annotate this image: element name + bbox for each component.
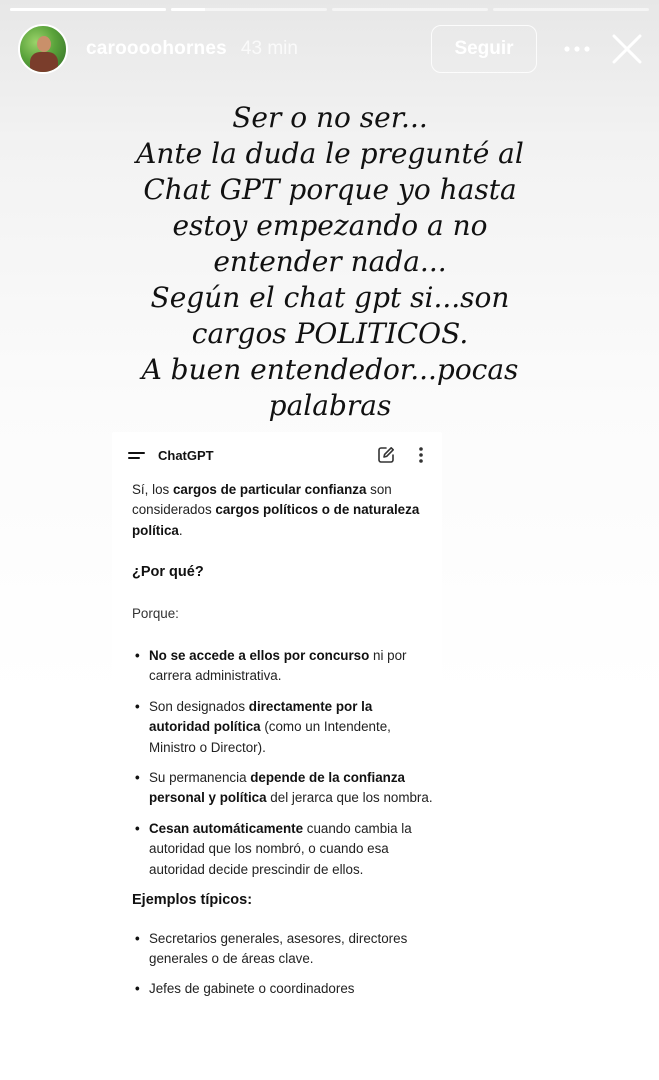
list-item: • No se accede a ellos por concurso ni por carrera administrativa.: [132, 646, 434, 687]
edit-icon: [376, 445, 396, 465]
menu-icon: [128, 448, 146, 462]
caption-line: estoy empezando a no: [172, 209, 488, 242]
kebab-menu-icon: [418, 446, 424, 464]
username[interactable]: caroooohornes: [86, 38, 227, 59]
list-item: • Jefes de gabinete o coordinadores: [132, 979, 434, 999]
intro-paragraph: Sí, los cargos de particular confianza son considerados cargos políticos o de naturaleza política.: [132, 482, 420, 538]
reasons-list: [132, 646, 434, 880]
list-item: • Cesan automáticamente cuando cambia la autoridad que los nombró, o cuando esa autoridad decide prescindir de ellos.: [132, 819, 434, 880]
list-item: • Su permanencia depende de la confianza personal y política del jerarca que los nombra.: [132, 768, 434, 809]
story-header: [18, 24, 645, 74]
more-horizontal-icon[interactable]: [563, 35, 591, 63]
post-time: 43 min: [240, 38, 298, 59]
follow-button[interactable]: Seguir: [431, 25, 537, 73]
chatgpt-screenshot: [112, 432, 442, 1032]
caption-line: Ser o no ser...: [232, 101, 428, 134]
caption-line: entender nada...: [213, 245, 447, 278]
caption-line: A buen entendedor...pocas: [141, 353, 519, 386]
progress-segment-3: [332, 8, 488, 11]
avatar[interactable]: [18, 24, 68, 74]
story-progress-bars: [10, 8, 649, 11]
caption-line: Chat GPT porque yo hasta: [143, 173, 517, 206]
progress-segment-4: [493, 8, 649, 11]
close-icon[interactable]: [609, 31, 645, 67]
chatgpt-topbar: [128, 440, 424, 470]
list-item: • Son designados directamente por la autoridad política (como un Intendente, Ministro o Director).: [132, 697, 434, 758]
list-item: • Secretarios generales, asesores, directores generales o de áreas clave.: [132, 929, 434, 970]
porque-label: Porque:: [132, 605, 179, 621]
caption-line: Ante la duda le pregunté al: [136, 137, 524, 170]
examples-heading: Ejemplos típicos:: [132, 892, 253, 909]
examples-list: [132, 929, 434, 1000]
why-heading: ¿Por qué?: [132, 564, 204, 581]
progress-segment-2: [171, 8, 327, 11]
story-text-caption: [60, 100, 600, 424]
caption-line: Según el chat gpt si...son: [150, 281, 510, 314]
chatgpt-title: ChatGPT: [158, 447, 214, 463]
caption-line: cargos POLITICOS.: [191, 317, 469, 350]
progress-segment-1: [10, 8, 166, 11]
chatgpt-response: [132, 480, 434, 1010]
caption-line: palabras: [268, 389, 392, 422]
